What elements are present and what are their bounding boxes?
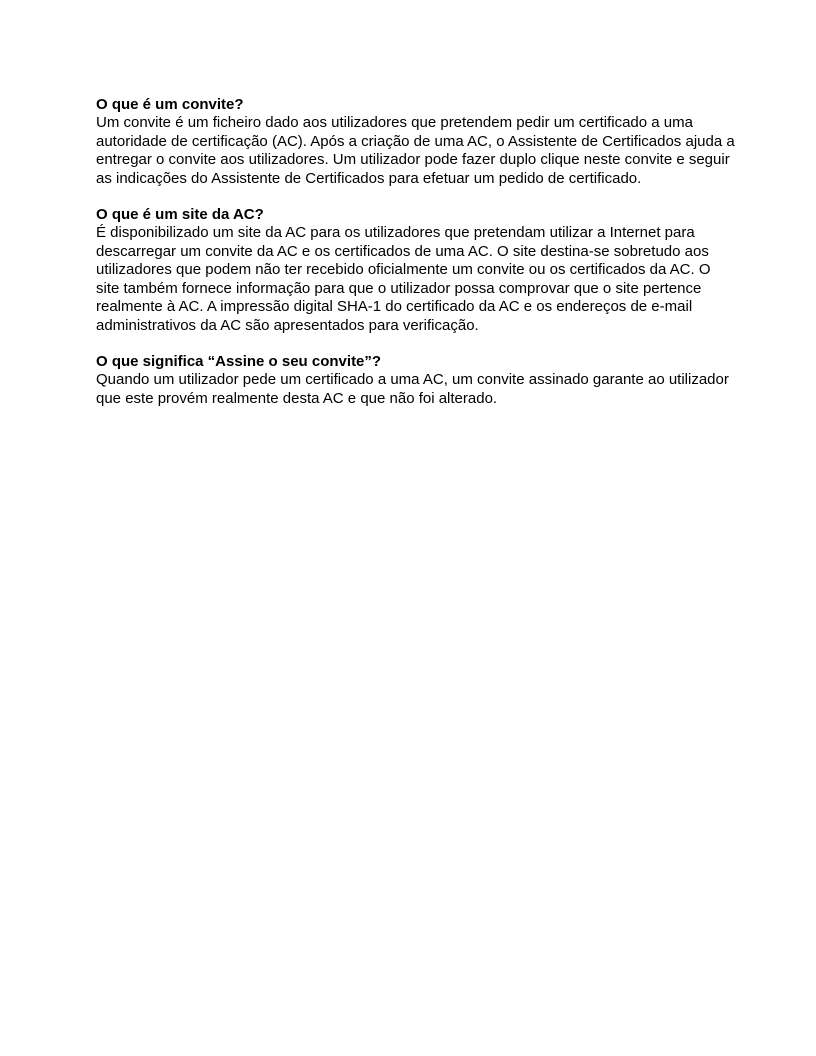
section-paragraph: Um convite é um ficheiro dado aos utilizadores que pretendem pedir um certificado a uma autoridade de certificação (AC). Após a criação de uma AC, o Assistente de Certificados ajuda a entregar o convite aos utilizadores. Um utilizador pode fazer duplo clique neste convite e seguir as indicações do Assistente de Certificados para efetuar um pedido de certificado. <box>96 114 735 187</box>
section-heading: O que é um site da AC? <box>96 206 264 223</box>
faq-section-ca-site <box>96 206 736 335</box>
faq-section-invite <box>96 96 736 188</box>
faq-section-sign-invite <box>96 353 736 408</box>
section-paragraph: Quando um utilizador pede um certificado a uma AC, um convite assinado garante ao utilizador que este provém realmente desta AC e que não foi alterado. <box>96 371 729 407</box>
section-heading: O que é um convite? <box>96 96 244 113</box>
document-page <box>96 96 736 426</box>
section-heading: O que significa “Assine o seu convite”? <box>96 353 382 370</box>
section-paragraph: É disponibilizado um site da AC para os utilizadores que pretendam utilizar a Internet para descarregar um convite da AC e os certificados de uma AC. O site destina‑se sobretudo aos utilizadores que podem não ter recebido oficialmente um convite ou os certificados da AC. O site também fornece informação para que o utilizador possa comprovar que o site pertence realmente à AC. A impressão digital SHA‑1 do certificado da AC e os endereços de e‑mail administrativos da AC são apresentados para verificação. <box>96 224 711 334</box>
